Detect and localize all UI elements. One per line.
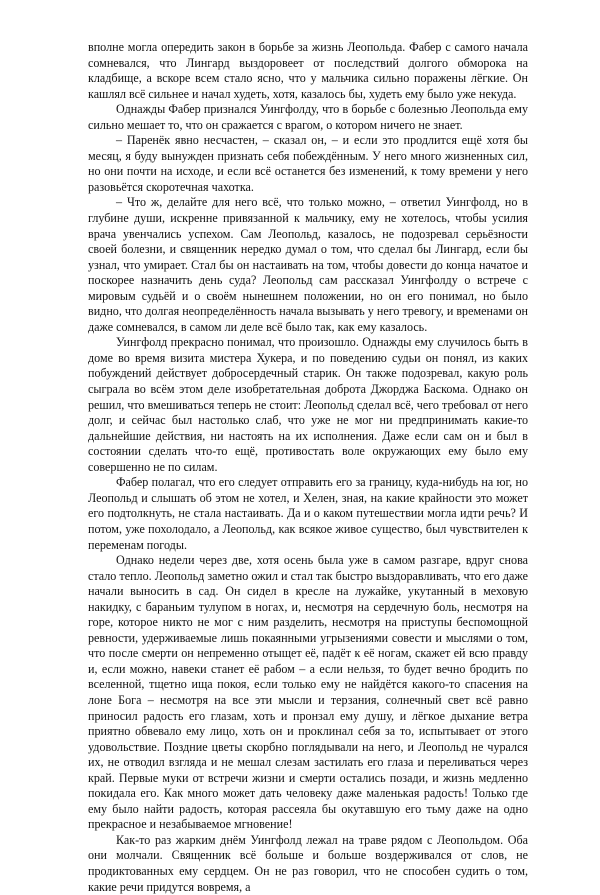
paragraph-6: Фабер полагал, что его следует отправить его за границу, куда-нибудь на юг, но Леопольд и слышать об этом не хотел, и Хелен, зная, на какие крайности это может его подтолкнуть, не стала настаивать. Да и о каком путешествии могла идти речь? И потом, уже похолодало, а Леопольд, как всякое живое существо, был чувствителен к переменам погоды. — [88, 475, 528, 552]
paragraph-1: вполне могла опередить закон в борьбе за жизнь Леопольда. Фабер с самого начала сомневался, что Лингард выздоровеет от последствий долгого обморока на кладбище, а вскоре всем стало ясно, что у мальчика сильно поражены лёгкие. Он кашлял всё сильнее и начал худеть, хотя, казалось бы, худеть ему было уже некуда. — [88, 40, 528, 101]
paragraph-3: – Паренёк явно несчастен, – сказал он, – и если это продлится ещё хотя бы месяц, я буду вынужден признать себя побеждённым. У него много жизненных сил, но они почти на исходе, и если всё останется без изменений, к тому времени у него разовьётся скоротечная чахотка. — [88, 133, 528, 194]
paragraph-8: Как-то раз жарким днём Уингфолд лежал на траве рядом с Леопольдом. Оба они молчали. Священник всё больше и больше воздерживался от слов, не продиктованных ему сердцем. Он не раз говорил, что не способен судить о том, какие речи придутся вовремя, а — [88, 832, 528, 894]
paragraph-7: Однако недели через две, хотя осень была уже в самом разгаре, вдруг снова стало тепло. Леопольд заметно ожил и стал так быстро выздоравливать, что его даже начали выносить в сад. Он сидел в кресле на лужайке, укутанный в меховую накидку, с бараньим тулупом в ногах, и, несмотря на сердечную боль, несмотря на горе, которое никто не мог с ним разделить, несмотря на приступы беспомощной ревности, удерживаемые лишь покаянными угрызениями совести и мыслями о том, что после смерти он непременно отыщет её, падёт к её ногам, скажет ей всю правду и, если можно, навеки станет её рабом – а если нельзя, то будет вечно бродить по вселенной, тщетно ища покоя, если только ему не найдётся какого-то спасения на лоне Бога – несмотря на все эти мысли и терзания, солнечный свет всё равно приносил радость его глазам, хоть и пронзал ему душу, и лёгкое дыхание ветра приятно обвевало ему лицо, хоть он и проклинал себя за то, испытывает от этого удовольствие. Поздние цветы скорбно поглядывали на него, и Леопольд не чурался их, не отводил взгляда и не мешал слезам застилать его глаза и переливаться через край. Первые муки от встречи жизни и смерти остались позади, и жизнь медленно покидала его. Как много может дать человеку даже маленькая радость! Только где ему было найти радость, которая рассеяла бы окутавшую его тьму даже на одно прекрасное и незабываемое мгновение! — [88, 553, 528, 832]
paragraph-4: – Что ж, делайте для него всё, что только можно, – ответил Уингфолд, но в глубине души, искренне привязанной к мальчику, ему не хотелось, чтобы усилия врача увенчались успехом. Сам Леопольд, казалось, не подозревал серьёзности своей болезни, и священник нередко думал о том, что сделал бы Лингард, если бы узнал, что умирает. Стал бы он настаивать на том, чтобы довести до конца начатое и поскорее назначить день суда? Леопольд сам рассказал Уингфолду о встрече с мировым судьёй и о своём нынешнем положении, но он его понимал, но было видно, что долгая неопределённость начала вызывать у него тревогу, и временами он даже сомневался, в самом ли деле всё было так, как ему казалось. — [88, 195, 528, 334]
paragraph-2: Однажды Фабер признался Уингфолду, что в борьбе с болезнью Леопольда ему сильно мешает то, что он сражается с врагом, о котором ничего не знает. — [88, 102, 528, 132]
paragraph-5: Уингфолд прекрасно понимал, что произошло. Однажды ему случилось быть в доме во время визита мистера Хукера, и по поведению судьи он понял, из каких побуждений действует добросердечный старик. Он также подозревал, какую роль сыграла во всём этом деле изобретательная доброта Джорджа Баскома. Однако он решил, что вмешиваться теперь не стоит: Леопольд сделал всё, чего требовал от него долг, и сейчас был настолько слаб, что уже не мог ни предпринимать какие-то дальнейшие действия, ни настоять на их исполнения. Даже если сам он и был в состоянии сделать что-то ещё, противостать воле окружающих ему было ему совершенно не по силам. — [88, 335, 528, 474]
book-page — [88, 40, 528, 895]
